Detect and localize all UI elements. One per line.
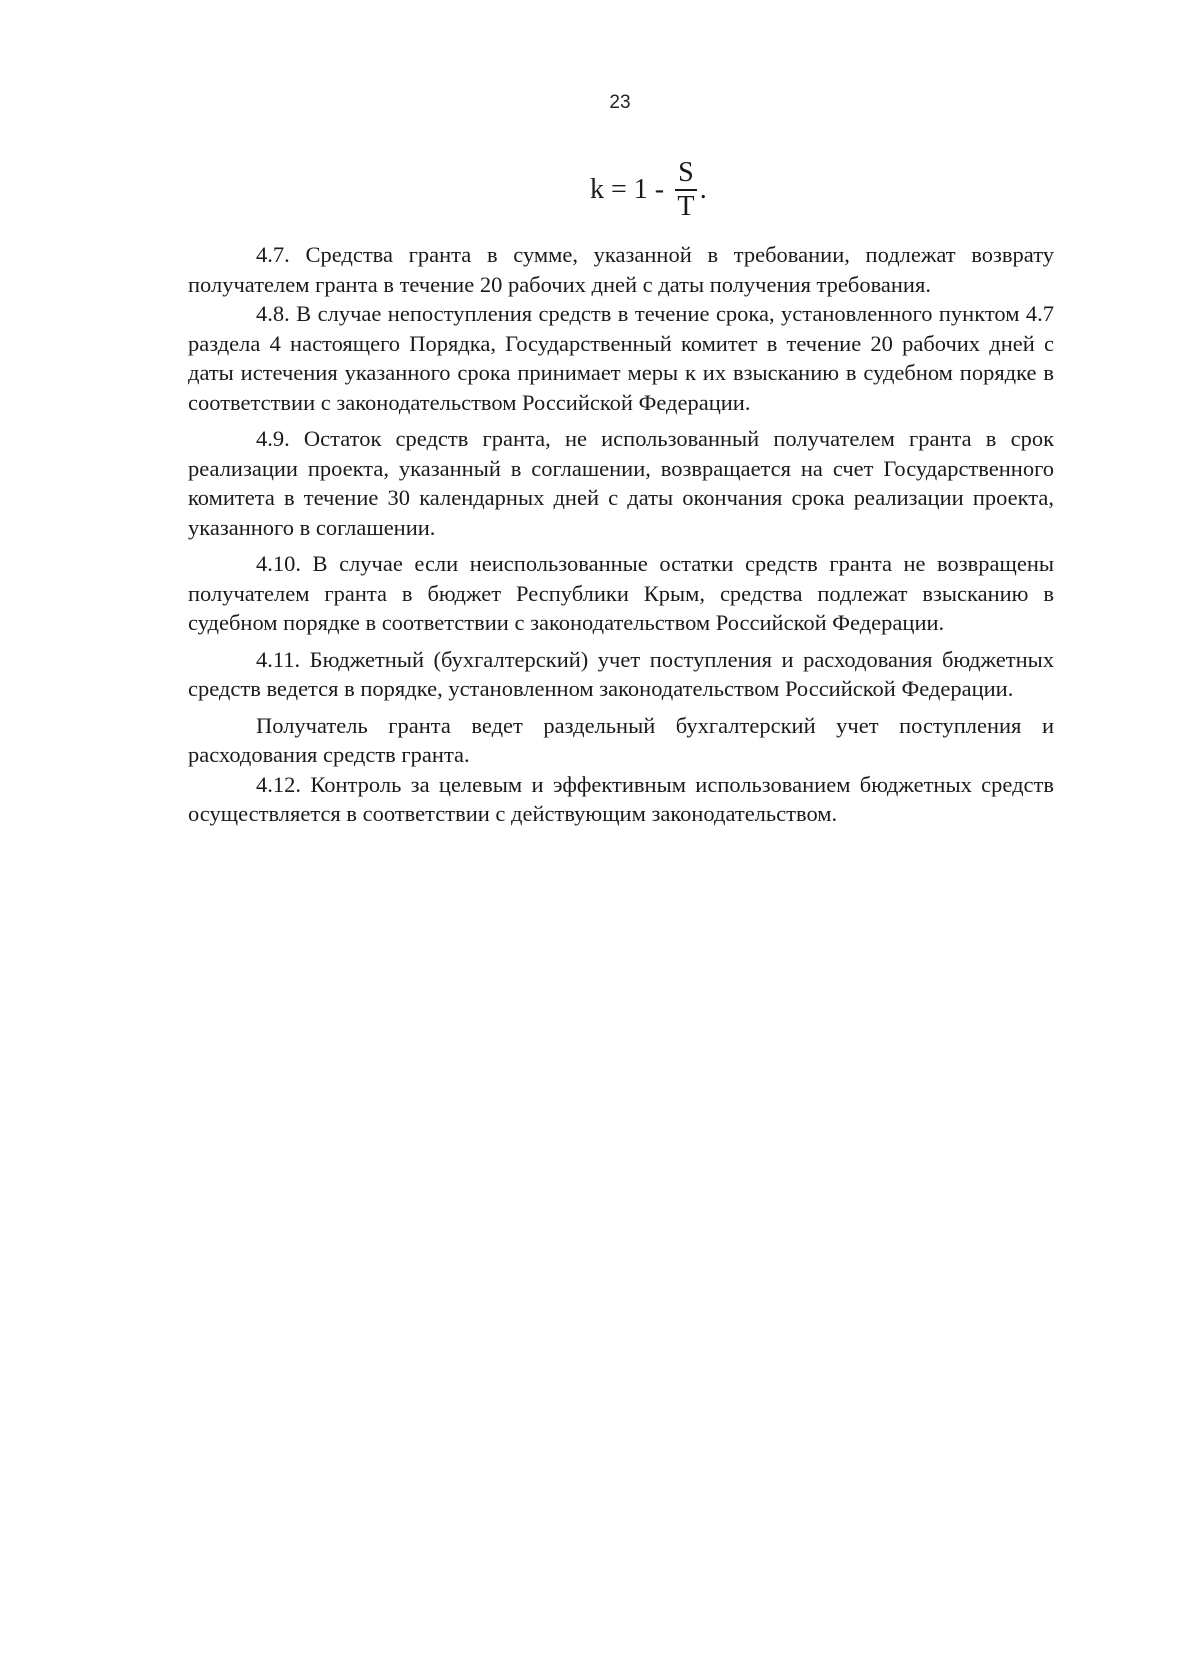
paragraph-4-7: 4.7. Средства гранта в сумме, указанной в требовании, подлежат возврату получателем гранта в течение 20 рабочих дней с даты получения требования. xyxy=(188,242,1054,297)
paragraph-4-9: 4.9. Остаток средств гранта, не использованный получателем гранта в срок реализации проекта, указанный в соглашении, возвращается на счет Государственного комитета в течение 30 календарных дней с даты окончания срока реализации проекта, указанного в соглашении. xyxy=(188,426,1054,540)
document-body xyxy=(188,240,1054,829)
paragraph-4-8: 4.8. В случае непоступления средств в течение срока, установленного пунктом 4.7 раздела 4 настоящего Порядка, Государственный комитет в течение 20 рабочих дней с даты истечения указанного срока принимает меры к их взысканию в судебном порядке в соответствии с законодательством Российской Федерации. xyxy=(188,301,1054,415)
formula-lhs: k = 1 - xyxy=(590,174,672,205)
formula-fraction xyxy=(675,159,697,221)
formula-period: . xyxy=(699,174,707,205)
page-number: 23 xyxy=(609,92,631,113)
paragraph-4-12: 4.12. Контроль за целевым и эффективным использованием бюджетных средств осуществляется в соответствии с действующим законодательством. xyxy=(188,771,1054,826)
formula-numerator: S xyxy=(675,159,697,191)
formula-denominator: T xyxy=(677,191,695,222)
paragraph-4-11: 4.11. Бюджетный (бухгалтерский) учет поступления и расходования бюджетных средств ведется в порядке, установленном законодательством Российской Федерации. xyxy=(188,646,1054,701)
paragraph-accounting: Получатель гранта ведет раздельный бухгалтерский учет поступления и расходования средств гранта. xyxy=(188,712,1054,767)
paragraph-4-10: 4.10. В случае если неиспользованные остатки средств гранта не возвращены получателем гранта в бюджет Республики Крым, средства подлежат взысканию в судебном порядке в соответствии с законодательством Российской Федерации. xyxy=(188,551,1054,635)
coefficient-formula xyxy=(590,150,707,230)
